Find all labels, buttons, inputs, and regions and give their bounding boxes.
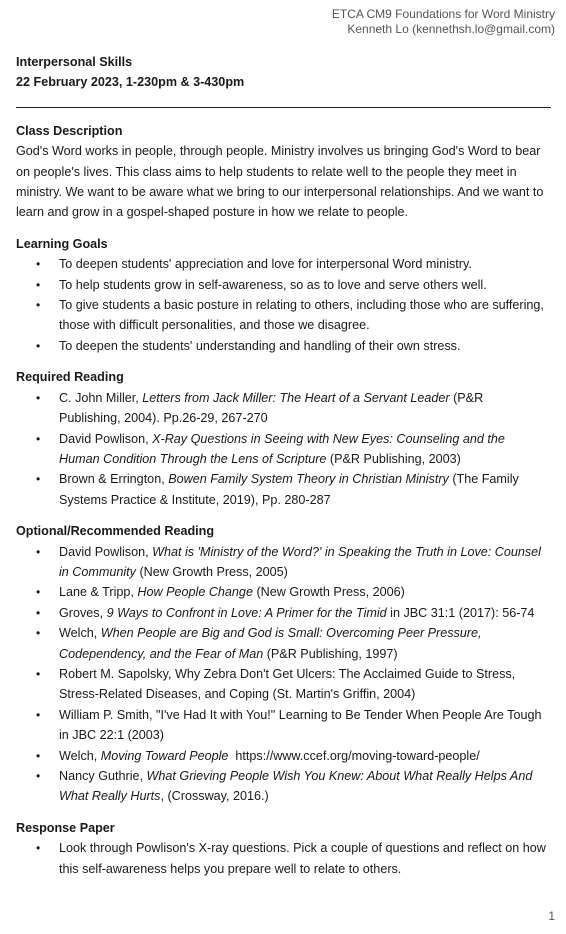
bullet-icon: •	[36, 277, 41, 292]
reference-author: Brown & Errington,	[59, 472, 169, 487]
bullet-icon: •	[36, 338, 41, 353]
reference-details: , (Crossway, 2016.)	[160, 789, 269, 804]
bullet-icon: •	[36, 544, 41, 559]
reference-title: Letters from Jack Miller: The Heart of a Servant Leader	[142, 390, 450, 405]
reference-author: Groves,	[59, 605, 107, 620]
reference-item	[16, 746, 546, 766]
header-course: ETCA CM9 Foundations for Word Ministry	[331, 7, 555, 21]
reference-author: David Powlison,	[59, 431, 153, 446]
optional-reading-list	[16, 542, 546, 807]
bullet-icon: •	[36, 390, 41, 405]
reference-title: What is 'Ministry of the Word?' in Speaking the Truth in Love: Counsel in Community	[59, 544, 541, 579]
bullet-icon: •	[36, 626, 41, 641]
bullet-icon: •	[36, 707, 41, 722]
document-body	[16, 52, 546, 879]
document-date: 22 February 2023, 1-230pm & 3-430pm	[16, 75, 245, 90]
list-item	[16, 336, 546, 356]
reference-author: Lane & Tripp,	[59, 585, 138, 600]
description-text: God's Word works in people, through people. Ministry involves us bringing God's Word to bear on people's lives. This class aims to help students to relate well to the people they meet in ministry. We want to be aware what we bring to our interpersonal relationships. And we want to learn and grow in a gospel-shaped posture in how we relate to people.	[16, 144, 544, 220]
reference-author: William P. Smith, "I've Had It with You!" Learning to Be Tender When People Are Tough in JBC 22:1 (2003)	[59, 707, 542, 743]
reference-author: David Powlison,	[59, 544, 153, 559]
reference-item	[16, 582, 546, 602]
reference-details: (P&R Publishing, 2004). Pp.26-29, 267-270	[59, 390, 487, 426]
bullet-icon: •	[36, 257, 41, 272]
reference-item	[16, 705, 546, 746]
bullet-icon: •	[36, 431, 41, 446]
reference-author: Robert M. Sapolsky, Why Zebra Don't Get Ulcers: The Acclaimed Guide to Stress, Stress-Related Diseases, and Coping (St. Martin's Griffin, 2004)	[59, 666, 516, 702]
reference-item	[16, 623, 546, 664]
section-class-description	[16, 121, 546, 223]
reference-item	[16, 766, 546, 807]
reference-item	[16, 429, 546, 470]
bullet-icon: •	[36, 298, 41, 313]
bullet-icon: •	[36, 841, 41, 856]
reference-title: 9 Ways to Confront in Love: A Primer for the Timid	[106, 605, 387, 620]
reference-item	[16, 603, 546, 623]
reference-author: Welch,	[59, 748, 101, 763]
bullet-icon: •	[36, 769, 41, 783]
bullet-icon: •	[36, 748, 41, 763]
section-heading: Learning Goals	[16, 236, 108, 251]
response-paper-list	[16, 838, 546, 879]
reference-details: (The Family Systems Practice & Institute, 2019), Pp. 280-287	[59, 472, 523, 507]
list-item	[16, 254, 546, 274]
reference-details: (P&R Publishing, 1997)	[263, 646, 398, 661]
section-response-paper	[16, 818, 546, 879]
reference-details: in JBC 31:1 (2017): 56-74	[386, 605, 535, 620]
header-author: Kenneth Lo (kennethsh.lo@gmail.com)	[347, 22, 555, 36]
list-item	[16, 275, 546, 295]
section-optional-reading	[16, 521, 546, 807]
bullet-icon: •	[36, 472, 41, 487]
section-heading: Response Paper	[16, 820, 115, 835]
section-heading: Class Description	[16, 123, 123, 138]
horizontal-rule	[16, 107, 551, 108]
bullet-icon: •	[36, 666, 41, 681]
list-item-text: To help students grow in self-awareness, so as to love and serve others well.	[59, 277, 487, 292]
page-number: 1	[548, 909, 555, 923]
page-header	[332, 7, 555, 37]
reference-item	[16, 542, 546, 583]
list-item-text: To deepen the students' understanding and handling of their own stress.	[59, 338, 461, 353]
section-learning-goals	[16, 234, 546, 356]
section-heading: Optional/Recommended Reading	[16, 524, 215, 539]
reference-title: When People are Big and God is Small: Overcoming Peer Pressure, Codependency, and the Fear of Man	[59, 626, 482, 661]
reference-details: (P&R Publishing, 2003)	[326, 451, 461, 466]
list-item-text: Look through Powlison's X-ray questions. Pick a couple of questions and reflect on how this self-awareness helps you prepare well to relate to others.	[59, 841, 546, 876]
list-item-text: To deepen students' appreciation and love for interpersonal Word ministry.	[59, 257, 472, 272]
reference-title: X-Ray Questions in Seeing with New Eyes: Counseling and the Human Condition Through the Lens of Scripture	[59, 431, 505, 466]
reference-title: How People Change	[137, 585, 253, 600]
list-item-text: To give students a basic posture in relating to others, including those who are suffering, those with difficult personalities, and those we disagree.	[59, 298, 544, 333]
reference-author: Nancy Guthrie,	[59, 769, 147, 783]
required-reading-list	[16, 388, 546, 510]
reference-title: Moving Toward People	[100, 748, 229, 763]
bullet-icon: •	[36, 605, 41, 620]
list-item	[16, 838, 546, 879]
section-heading: Required Reading	[16, 370, 124, 385]
reference-author: Welch,	[59, 626, 101, 641]
reference-item	[16, 469, 546, 510]
reference-item	[16, 388, 546, 429]
section-required-reading	[16, 367, 546, 510]
document-title: Interpersonal Skills	[16, 55, 133, 69]
reference-item	[16, 664, 546, 705]
reference-details: (New Growth Press, 2005)	[135, 564, 288, 579]
reference-title: Bowen Family System Theory in Christian Ministry	[168, 472, 449, 487]
reference-details: https://www.ccef.org/moving-toward-people/	[228, 748, 480, 763]
reference-details: (New Growth Press, 2006)	[252, 585, 405, 600]
list-item	[16, 295, 546, 336]
reference-title: What Grieving People Wish You Knew: About What Really Helps And What Really Hurts	[59, 769, 533, 804]
learning-goals-list	[16, 254, 546, 356]
bullet-icon: •	[36, 585, 41, 600]
reference-author: C. John Miller,	[59, 390, 143, 405]
